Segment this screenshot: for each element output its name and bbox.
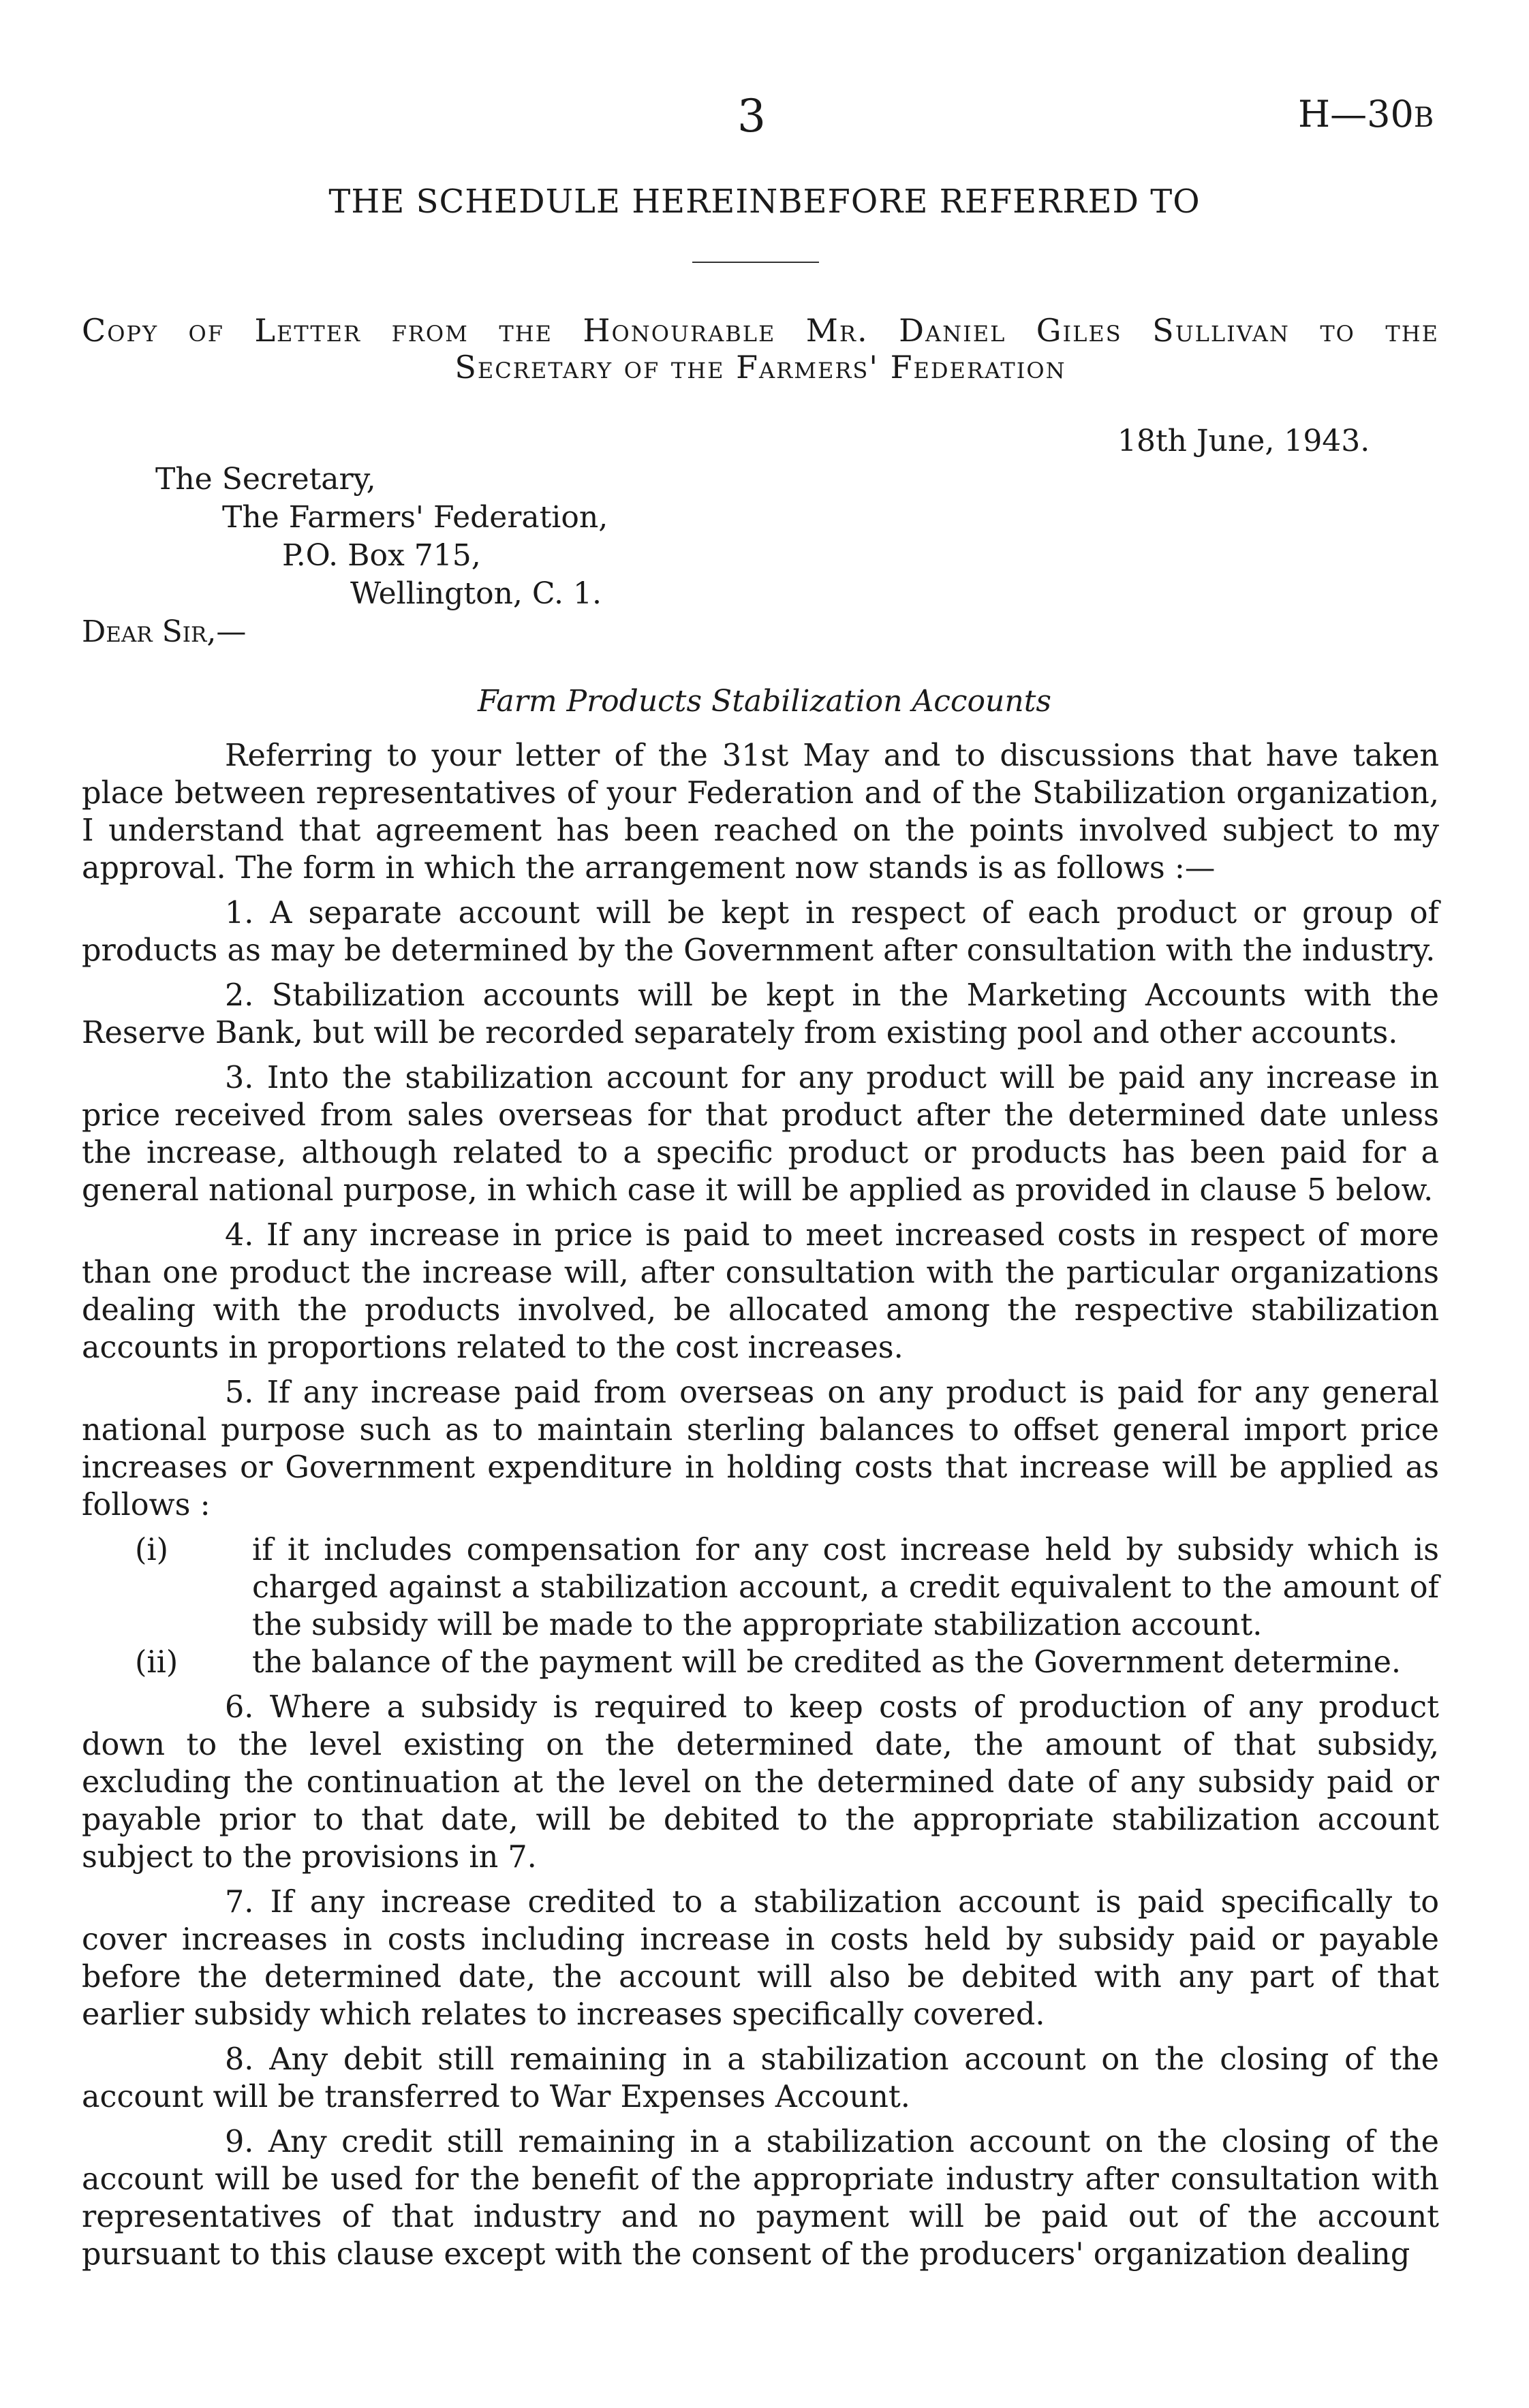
document-reference bbox=[1298, 93, 1434, 136]
letter-caption-line-1: Copy of Letter from the Honourable Mr. Daniel Giles Sullivan to the bbox=[82, 312, 1439, 349]
clause-paragraph: 8. Any debit still remaining in a stabilization account on the closing of the account will be transferred to War Expenses Account. bbox=[82, 2042, 1439, 2114]
address-line: P.O. Box 715, bbox=[282, 538, 481, 573]
address-line: Wellington, C. 1. bbox=[350, 576, 602, 611]
clause-paragraph: 7. If any increase credited to a stabilization account is paid specifically to cover increases in costs including increase in costs held by subsidy paid or payable before the determined date, the account will also be debited with any part of that earlier subsidy which relates to increases specifically covered. bbox=[82, 1885, 1439, 2032]
clause-paragraph: 2. Stabilization accounts will be kept in the Marketing Accounts with the Reserve Bank, but will be recorded separately from existing pool and other accounts. bbox=[82, 978, 1439, 1050]
subclause-label: (ii) bbox=[135, 1645, 179, 1680]
clause-paragraph: 5. If any increase paid from overseas on any product is paid for any general national purpose such as to maintain sterling balances to offset general import price increases or Government expenditure in holding costs that increase will be applied as follows : bbox=[82, 1375, 1439, 1522]
salutation: Dear Sir,— bbox=[82, 614, 247, 649]
clause-paragraph: 1. A separate account will be kept in respect of each product or group of products as may be determined by the Government after consultation with the industry. bbox=[82, 896, 1439, 968]
subclause bbox=[82, 1531, 1439, 1644]
subclause-text: if it includes compensation for any cost increase held by subsidy which is charged against a stabilization account, a credit equivalent to the amount of the subsidy will be made to the appropriate stabilization account. bbox=[252, 1533, 1439, 1642]
divider-rule bbox=[692, 262, 819, 263]
clause-paragraph: 3. Into the stabilization account for any product will be paid any increase in price received from sales overseas for that product after the determined date unless the increase, although related to a specific product or products has been paid for a general national purpose, in which case it will be applied as provided in clause 5 below. bbox=[82, 1061, 1439, 1208]
letter-heading: Farm Products Stabilization Accounts bbox=[478, 684, 1051, 719]
clause-paragraph: 4. If any increase in price is paid to meet increased costs in respect of more than one product the increase will, after consultation with the particular organizations dealing with the products involved, be allocated among the respective stabilization accounts in proportions related to the cost increases. bbox=[82, 1218, 1439, 1365]
intro-paragraph: Referring to your letter of the 31st May and to discussions that have taken place between representatives of your Federation and of the Stabilization organization, I understand that agreement has been reached on the points involved subject to my approval. The form in which the arrangement now stands is as follows :— bbox=[82, 738, 1439, 886]
subclause-text: the balance of the payment will be credited as the Government determine. bbox=[252, 1645, 1402, 1680]
clause-paragraph: 9. Any credit still remaining in a stabilization account on the closing of the account will be used for the benefit of the appropriate industry after consultation with representatives of that industry and no payment will be paid out of the account pursuant to this clause except with the consent of the producers' organization dealing bbox=[82, 2125, 1439, 2272]
schedule-title: THE SCHEDULE HEREINBEFORE REFERRED TO bbox=[328, 183, 1201, 221]
subclause-label: (i) bbox=[135, 1533, 168, 1567]
document-reference-suffix: B bbox=[1413, 102, 1434, 134]
document-reference-main: H—30 bbox=[1298, 93, 1414, 136]
address-line: The Secretary, bbox=[155, 462, 376, 497]
clause-paragraph: 6. Where a subsidy is required to keep costs of production of any product down to the level existing on the determined date, the amount of that subsidy, excluding the continuation at the level on the determined date of any subsidy paid or payable prior to that date, will be debited to the appropriate stabilization account subject to the provisions in 7. bbox=[82, 1690, 1439, 1875]
letter-body bbox=[82, 737, 1439, 2273]
subclause bbox=[82, 1644, 1439, 1681]
address-line: The Farmers' Federation, bbox=[222, 500, 608, 535]
letter-date: 18th June, 1943. bbox=[1117, 424, 1370, 458]
page-number: 3 bbox=[737, 90, 766, 142]
letter-caption-line-2: Secretary of the Farmers' Federation bbox=[454, 349, 1066, 386]
